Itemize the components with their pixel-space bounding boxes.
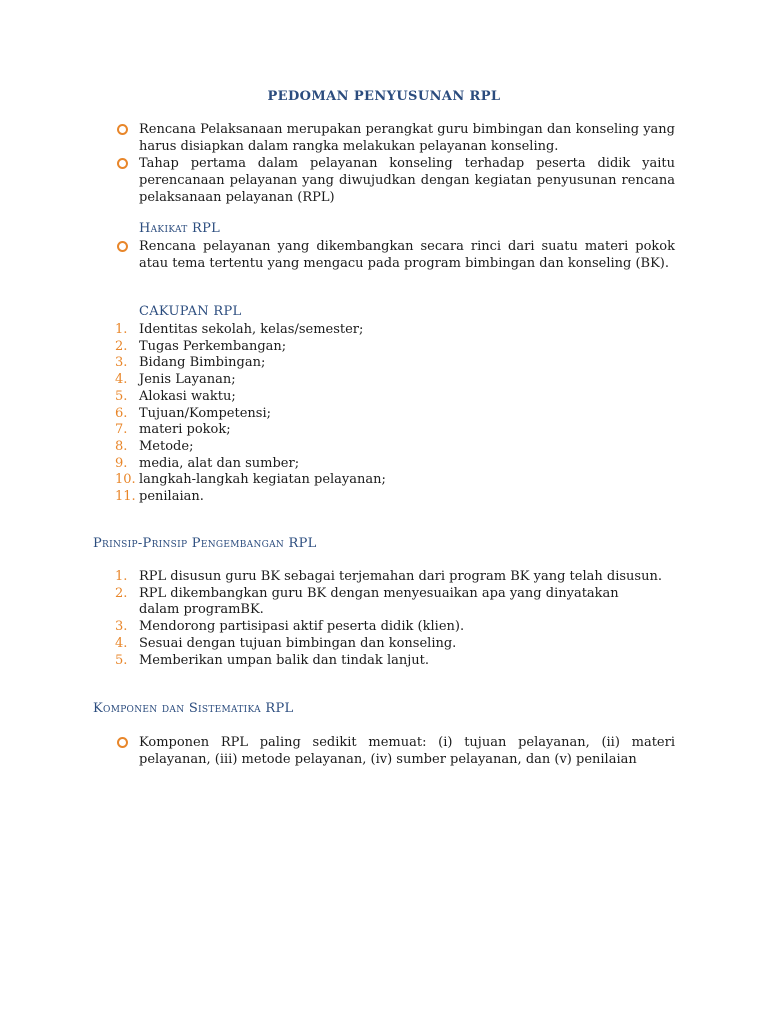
circle-bullet-icon <box>117 737 128 748</box>
list-number: 9. <box>115 455 128 471</box>
list-item-text: Tujuan/Kompetensi; <box>139 405 271 421</box>
list-item-text: langkah-langkah kegiatan pelayanan; <box>139 472 386 488</box>
list-item <box>115 389 675 406</box>
list-number: 1. <box>115 322 128 337</box>
list-number: 3. <box>115 619 128 635</box>
hakikat-bullet-list <box>115 238 675 272</box>
circle-bullet-icon <box>117 158 128 169</box>
list-item <box>115 586 675 619</box>
bullet-text: Rencana Pelaksanaan merupakan perangkat guru bimbingan dan konseling yang harus disiapkan dalam rangka melakukan pelayanan konseling. <box>139 122 675 154</box>
list-item-text: penilaian. <box>139 489 204 505</box>
list-number: 5. <box>115 652 128 668</box>
section-heading-hakikat: Hakikat RPL <box>139 221 221 236</box>
list-item-text: Bidang Bimbingan; <box>139 355 266 371</box>
komponen-bullet-list <box>115 734 675 768</box>
list-number: 6. <box>115 405 128 421</box>
section-heading-komponen: Komponen dan Sistematika RPL <box>93 701 294 716</box>
list-item <box>115 636 675 653</box>
list-item <box>115 439 675 456</box>
list-item <box>115 619 675 636</box>
list-item <box>115 456 675 473</box>
list-number: 7. <box>115 422 128 438</box>
list-number: 10. <box>115 472 136 488</box>
list-item <box>115 653 675 670</box>
list-item <box>115 406 675 423</box>
bullet-text: Rencana pelayanan yang dikembangkan secara rinci dari suatu materi pokok atau tema tertentu yang mengacu pada program bimbingan dan konseling (BK). <box>139 239 675 271</box>
list-item-text: media, alat dan sumber; <box>139 455 300 471</box>
list-number: 2. <box>115 338 128 354</box>
list-item <box>115 422 675 439</box>
list-number: 1. <box>115 569 128 584</box>
list-number: 5. <box>115 388 128 404</box>
list-number: 11. <box>115 489 136 505</box>
list-item-text: Alokasi waktu; <box>139 388 236 404</box>
cakupan-numbered-list <box>115 322 675 506</box>
list-item <box>115 355 675 372</box>
list-item-text: RPL dikembangkan guru BK dengan menyesuaikan apa yang dinyatakan dalam programBK. <box>139 585 619 618</box>
list-item <box>115 472 675 489</box>
bullet-item <box>115 121 675 155</box>
prinsip-numbered-list <box>115 569 675 669</box>
list-number: 4. <box>115 372 128 388</box>
list-item-text: Tugas Perkembangan; <box>139 338 287 354</box>
list-item-text: Sesuai dengan tujuan bimbingan dan konseling. <box>139 635 457 651</box>
section-heading-prinsip: Prinsip-Prinsip Pengembangan RPL <box>93 536 317 551</box>
bullet-item <box>115 238 675 272</box>
list-number: 3. <box>115 355 128 371</box>
page-title: PEDOMAN PENYUSUNAN RPL <box>267 89 501 104</box>
circle-bullet-icon <box>117 124 128 135</box>
section-heading-cakupan: CAKUPAN RPL <box>139 304 242 319</box>
list-item-text: Jenis Layanan; <box>139 372 236 388</box>
bullet-item <box>115 155 675 206</box>
list-item <box>115 339 675 356</box>
circle-bullet-icon <box>117 241 128 252</box>
list-item <box>115 569 675 586</box>
intro-bullet-list <box>115 121 675 206</box>
list-item-text: Mendorong partisipasi aktif peserta didik (klien). <box>139 619 465 635</box>
list-number: 8. <box>115 438 128 454</box>
list-number: 2. <box>115 585 128 601</box>
list-number: 4. <box>115 635 128 651</box>
bullet-item <box>115 734 675 768</box>
list-item <box>115 372 675 389</box>
bullet-text: Komponen RPL paling sedikit memuat: (i) tujuan pelayanan, (ii) materi pelayanan, (iii) metode pelayanan, (iv) sumber pelayanan, dan (v) penilaian <box>139 735 675 767</box>
list-item-text: RPL disusun guru BK sebagai terjemahan dari program BK yang telah disusun. <box>139 569 662 584</box>
list-item-text: Memberikan umpan balik dan tindak lanjut. <box>139 652 429 668</box>
list-item-text: materi pokok; <box>139 422 231 438</box>
list-item-text: Identitas sekolah, kelas/semester; <box>139 322 364 337</box>
list-item <box>115 489 675 506</box>
list-item-text: Metode; <box>139 438 194 454</box>
list-item <box>115 322 675 339</box>
bullet-text: Tahap pertama dalam pelayanan konseling terhadap peserta didik yaitu perencanaan pelayanan yang diwujudkan dengan kegiatan penyusunan rencana pelaksanaan pelayanan (RPL) <box>139 156 675 205</box>
